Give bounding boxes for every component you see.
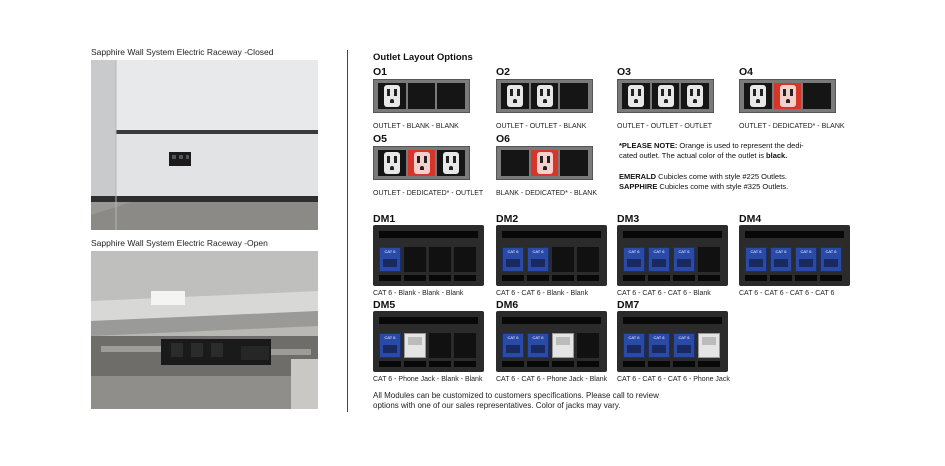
module-bottom-tab bbox=[429, 361, 451, 367]
standard-outlet bbox=[378, 83, 406, 109]
cat6-jack-label: CAT 6 bbox=[653, 335, 665, 340]
cat6-jack-label: CAT 6 bbox=[825, 249, 837, 254]
phone-jack-icon bbox=[552, 333, 574, 358]
outlet-option-id: O1 bbox=[373, 66, 388, 78]
jack-port bbox=[556, 337, 570, 345]
cat6-jack-icon bbox=[745, 247, 767, 272]
blank-slot bbox=[404, 247, 426, 272]
module-bottom-tab bbox=[552, 275, 574, 281]
module-bottom-tab bbox=[527, 361, 549, 367]
jack-port bbox=[506, 259, 520, 267]
outlet-option-caption: OUTLET - OUTLET - BLANK bbox=[496, 123, 587, 130]
jack-port bbox=[627, 259, 641, 267]
cat6-jack-label: CAT 6 bbox=[532, 249, 544, 254]
jack-port bbox=[677, 259, 691, 267]
cat6-jack-icon bbox=[527, 333, 549, 358]
outlet-strip bbox=[373, 79, 470, 113]
data-module-caption: CAT 6 - CAT 6 - CAT 6 - Blank bbox=[617, 290, 711, 297]
emerald-label: EMERALD bbox=[619, 172, 657, 181]
module-top-bar bbox=[502, 231, 601, 238]
outlet-strip bbox=[739, 79, 836, 113]
module-bottom-tab bbox=[454, 361, 476, 367]
data-module-plate bbox=[496, 311, 607, 372]
module-top-bar bbox=[623, 317, 722, 324]
cat6-jack-label: CAT 6 bbox=[775, 249, 787, 254]
outlet-receptacle-icon bbox=[414, 152, 430, 174]
phone-jack-icon bbox=[698, 333, 720, 358]
outlet-option-id: O3 bbox=[617, 66, 632, 78]
data-module-caption: CAT 6 - Phone Jack - Blank - Blank bbox=[373, 376, 483, 383]
standard-outlet bbox=[378, 150, 406, 176]
module-bottom-tab bbox=[698, 361, 720, 367]
note-line1: Orange is used to represent the dedi- bbox=[677, 141, 804, 150]
module-bottom-tab bbox=[502, 275, 524, 281]
module-bottom-tab bbox=[698, 275, 720, 281]
cat6-jack-icon bbox=[502, 333, 524, 358]
emerald-text: Cubicles come with style #225 Outlets. bbox=[656, 172, 787, 181]
outlet-receptacle-icon bbox=[507, 85, 523, 107]
jack-port bbox=[774, 259, 788, 267]
dedicated-outlet bbox=[408, 150, 436, 176]
standard-outlet bbox=[681, 83, 709, 109]
module-bottom-tab bbox=[673, 275, 695, 281]
module-bottom-tab bbox=[404, 275, 426, 281]
phone-jack-icon bbox=[404, 333, 426, 358]
dedicated-outlet-note bbox=[619, 141, 819, 161]
blank-slot bbox=[577, 247, 599, 272]
jack-port bbox=[408, 337, 422, 345]
outlet-receptacle-icon bbox=[658, 85, 674, 107]
data-module-plate bbox=[373, 225, 484, 286]
outlet-option-caption: OUTLET - DEDICATED* - OUTLET bbox=[373, 190, 484, 197]
section-divider bbox=[347, 50, 348, 412]
cat6-jack-icon bbox=[770, 247, 792, 272]
cat6-jack-icon bbox=[673, 333, 695, 358]
cat6-jack-label: CAT 6 bbox=[678, 335, 690, 340]
data-module-caption: CAT 6 - CAT 6 - CAT 6 - CAT 6 bbox=[739, 290, 835, 297]
jack-port bbox=[383, 345, 397, 353]
outlet-receptacle-icon bbox=[537, 85, 553, 107]
outlet-option-id: O4 bbox=[739, 66, 754, 78]
module-bottom-tab bbox=[648, 361, 670, 367]
footer-line2: options with one of our sales representatives. Color of jacks may vary. bbox=[373, 401, 621, 410]
open-photo-caption: Sapphire Wall System Electric Raceway -Open bbox=[91, 238, 268, 248]
data-module-id: DM3 bbox=[617, 213, 640, 225]
sapphire-label: SAPPHIRE bbox=[619, 182, 658, 191]
cat6-jack-label: CAT 6 bbox=[507, 335, 519, 340]
cat6-jack-label: CAT 6 bbox=[384, 335, 396, 340]
outlet-option-caption: OUTLET - OUTLET - OUTLET bbox=[617, 123, 713, 130]
module-bottom-tab bbox=[379, 275, 401, 281]
jack-port bbox=[383, 259, 397, 267]
cat6-jack-label: CAT 6 bbox=[628, 249, 640, 254]
outlet-strip bbox=[496, 79, 593, 113]
module-top-bar bbox=[745, 231, 844, 238]
modules-footer-note bbox=[373, 391, 733, 411]
cat6-jack-icon bbox=[379, 333, 401, 358]
blank-plate bbox=[560, 83, 588, 109]
cat6-jack-icon bbox=[527, 247, 549, 272]
jack-port bbox=[702, 337, 716, 345]
data-module-id: DM2 bbox=[496, 213, 519, 225]
cat6-jack-icon bbox=[820, 247, 842, 272]
data-module-caption: CAT 6 - CAT 6 - Blank - Blank bbox=[496, 290, 589, 297]
data-module-plate bbox=[617, 225, 728, 286]
module-bottom-tab bbox=[577, 361, 599, 367]
data-module-id: DM7 bbox=[617, 299, 640, 311]
module-bottom-tab bbox=[673, 361, 695, 367]
data-module-id: DM6 bbox=[496, 299, 519, 311]
outlet-receptacle-icon bbox=[384, 152, 400, 174]
raceway-closed-photo bbox=[91, 60, 318, 230]
data-module-id: DM4 bbox=[739, 213, 762, 225]
blank-plate bbox=[501, 150, 529, 176]
cat6-jack-label: CAT 6 bbox=[678, 249, 690, 254]
outlet-receptacle-icon bbox=[537, 152, 553, 174]
module-top-bar bbox=[623, 231, 722, 238]
jack-port bbox=[627, 345, 641, 353]
module-bottom-tab bbox=[820, 275, 842, 281]
cat6-jack-label: CAT 6 bbox=[653, 249, 665, 254]
outlet-option-caption: OUTLET - DEDICATED* - BLANK bbox=[739, 123, 845, 130]
cat6-jack-icon bbox=[673, 247, 695, 272]
module-top-bar bbox=[502, 317, 601, 324]
blank-slot bbox=[429, 333, 451, 358]
outlet-strip bbox=[373, 146, 470, 180]
note-prefix: *PLEASE NOTE: bbox=[619, 141, 678, 150]
dedicated-outlet bbox=[531, 150, 559, 176]
cat6-jack-icon bbox=[623, 247, 645, 272]
module-bottom-tab bbox=[404, 361, 426, 367]
module-top-bar bbox=[379, 317, 478, 324]
data-module-caption: CAT 6 - CAT 6 - Phone Jack - Blank bbox=[496, 376, 608, 383]
closed-photo-caption: Sapphire Wall System Electric Raceway -Closed bbox=[91, 47, 274, 57]
data-module-caption: CAT 6 - CAT 6 - CAT 6 - Phone Jack bbox=[617, 376, 730, 383]
jack-port bbox=[506, 345, 520, 353]
jack-port bbox=[652, 259, 666, 267]
module-bottom-tab bbox=[745, 275, 767, 281]
standard-outlet bbox=[652, 83, 680, 109]
blank-slot bbox=[454, 247, 476, 272]
outlet-receptacle-icon bbox=[628, 85, 644, 107]
module-bottom-tab bbox=[454, 275, 476, 281]
standard-outlet bbox=[531, 83, 559, 109]
data-module-id: DM1 bbox=[373, 213, 396, 225]
blank-plate bbox=[437, 83, 465, 109]
sapphire-text: Cubicles come with style #325 Outlets. bbox=[657, 182, 789, 191]
module-bottom-tab bbox=[623, 361, 645, 367]
outlet-strip bbox=[496, 146, 593, 180]
cat6-jack-icon bbox=[502, 247, 524, 272]
data-module-plate bbox=[373, 311, 484, 372]
cat6-jack-label: CAT 6 bbox=[384, 249, 396, 254]
module-bottom-tab bbox=[552, 361, 574, 367]
cubicle-style-note bbox=[619, 172, 819, 192]
cat6-jack-icon bbox=[648, 247, 670, 272]
standard-outlet bbox=[744, 83, 772, 109]
jack-port bbox=[749, 259, 763, 267]
module-bottom-tab bbox=[648, 275, 670, 281]
jack-port bbox=[677, 345, 691, 353]
standard-outlet bbox=[437, 150, 465, 176]
cat6-jack-label: CAT 6 bbox=[507, 249, 519, 254]
outlet-receptacle-icon bbox=[443, 152, 459, 174]
jack-port bbox=[652, 345, 666, 353]
cat6-jack-label: CAT 6 bbox=[800, 249, 812, 254]
footer-line1: All Modules can be customized to customers specifications. Please call to review bbox=[373, 391, 659, 400]
blank-plate bbox=[560, 150, 588, 176]
dedicated-outlet bbox=[774, 83, 802, 109]
module-bottom-tab bbox=[623, 275, 645, 281]
data-module-plate bbox=[617, 311, 728, 372]
module-bottom-tab bbox=[502, 361, 524, 367]
cat6-jack-icon bbox=[648, 333, 670, 358]
jack-port bbox=[531, 345, 545, 353]
module-top-bar bbox=[379, 231, 478, 238]
raceway-open-photo bbox=[91, 251, 318, 409]
blank-slot bbox=[577, 333, 599, 358]
cat6-jack-icon bbox=[379, 247, 401, 272]
outlet-option-id: O5 bbox=[373, 133, 388, 145]
data-module-id: DM5 bbox=[373, 299, 396, 311]
outlet-option-caption: BLANK - DEDICATED* - BLANK bbox=[496, 190, 598, 197]
cat6-jack-label: CAT 6 bbox=[628, 335, 640, 340]
blank-slot bbox=[429, 247, 451, 272]
outlet-option-id: O6 bbox=[496, 133, 511, 145]
module-bottom-tab bbox=[770, 275, 792, 281]
module-bottom-tab bbox=[577, 275, 599, 281]
jack-port bbox=[824, 259, 838, 267]
blank-plate bbox=[803, 83, 831, 109]
module-bottom-tab bbox=[379, 361, 401, 367]
note-line2: cated outlet. The actual color of the outlet is bbox=[619, 151, 767, 160]
outlet-strip bbox=[617, 79, 714, 113]
blank-slot bbox=[552, 247, 574, 272]
cat6-jack-icon bbox=[623, 333, 645, 358]
module-bottom-tab bbox=[429, 275, 451, 281]
cat6-jack-icon bbox=[795, 247, 817, 272]
module-bottom-tab bbox=[795, 275, 817, 281]
blank-slot bbox=[698, 247, 720, 272]
outlet-receptacle-icon bbox=[780, 85, 796, 107]
outlet-receptacle-icon bbox=[750, 85, 766, 107]
blank-slot bbox=[454, 333, 476, 358]
note-black: black. bbox=[766, 151, 788, 160]
data-module-plate bbox=[739, 225, 850, 286]
outlet-option-id: O2 bbox=[496, 66, 511, 78]
module-bottom-tab bbox=[527, 275, 549, 281]
data-module-plate bbox=[496, 225, 607, 286]
outlet-receptacle-icon bbox=[384, 85, 400, 107]
data-module-caption: CAT 6 - Blank - Blank - Blank bbox=[373, 290, 464, 297]
outlet-receptacle-icon bbox=[687, 85, 703, 107]
standard-outlet bbox=[622, 83, 650, 109]
outlet-layout-title: Outlet Layout Options bbox=[373, 52, 473, 63]
cat6-jack-label: CAT 6 bbox=[532, 335, 544, 340]
outlet-option-caption: OUTLET - BLANK - BLANK bbox=[373, 123, 459, 130]
blank-plate bbox=[408, 83, 436, 109]
cat6-jack-label: CAT 6 bbox=[750, 249, 762, 254]
jack-port bbox=[531, 259, 545, 267]
standard-outlet bbox=[501, 83, 529, 109]
jack-port bbox=[799, 259, 813, 267]
